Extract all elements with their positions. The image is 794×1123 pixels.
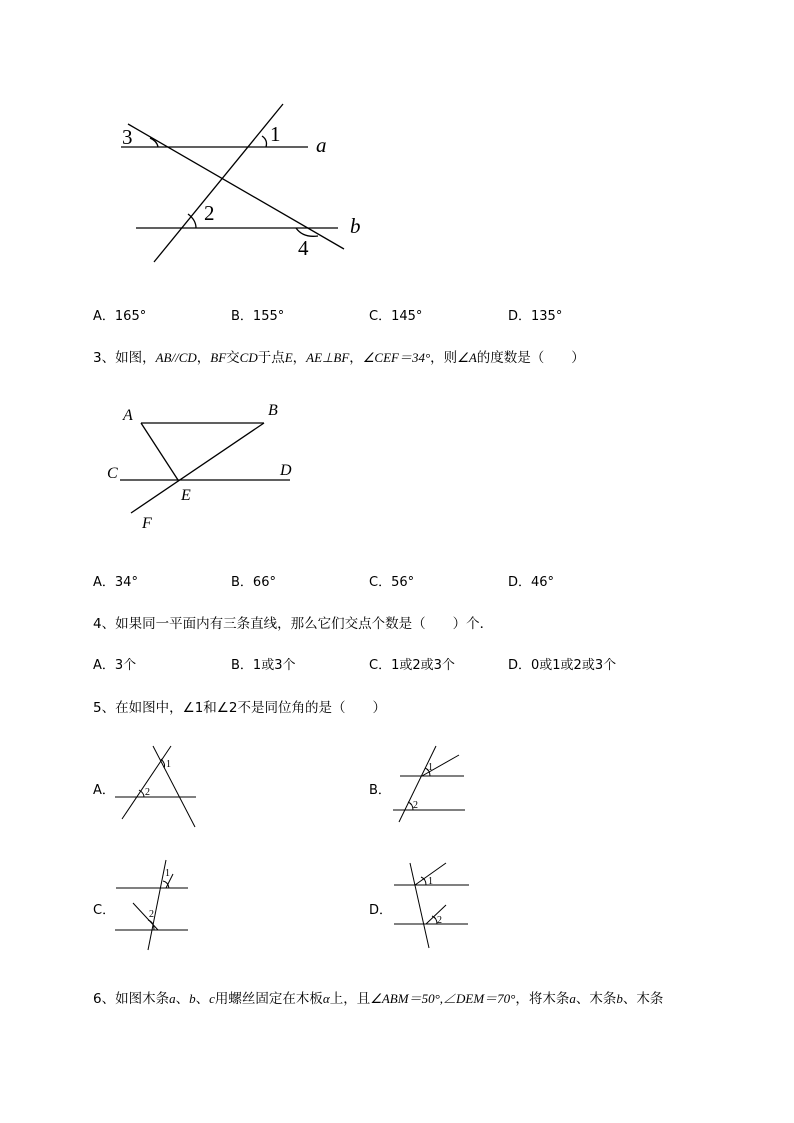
label-e: E bbox=[181, 487, 191, 504]
line-a-label: a bbox=[316, 133, 327, 157]
q5-b-label1: 1 bbox=[428, 762, 433, 773]
label-a: A bbox=[123, 407, 133, 424]
q3-option-c[interactable]: C．56° bbox=[369, 575, 415, 590]
q2-option-b[interactable]: B．155° bbox=[231, 309, 285, 324]
q4-option-b[interactable]: B．1或3个 bbox=[231, 658, 296, 673]
q5-option-c-letter[interactable]: C． bbox=[93, 903, 116, 918]
q3-stem: 3、如图，AB//CD，BF交CD于点E，AE⊥BF，∠CEF＝34°，则∠A的度数是（ ） bbox=[93, 350, 585, 366]
q5-figure-a bbox=[115, 746, 196, 827]
q3-option-d[interactable]: D．46° bbox=[508, 575, 555, 590]
q4-option-c[interactable]: C．1或2或3个 bbox=[369, 658, 455, 673]
q2-option-d[interactable]: D．135° bbox=[508, 309, 563, 324]
q6-stem: 6、如图木条a、b、c用螺丝固定在木板α上，且∠ABM＝50°,∠DEM＝70°，将木条a、木条b、木条 bbox=[93, 991, 664, 1007]
q5-option-d-letter[interactable]: D． bbox=[369, 903, 393, 918]
angle2-label: 2 bbox=[204, 201, 215, 225]
q5-c-label2: 2 bbox=[149, 909, 154, 920]
q4-stem: 4、如果同一平面内有三条直线，那么它们交点个数是（ ）个． bbox=[93, 616, 494, 632]
q2-option-a[interactable]: A．165° bbox=[93, 309, 147, 324]
q4-option-d[interactable]: D．0或1或2或3个 bbox=[508, 658, 617, 673]
label-f: F bbox=[142, 515, 152, 532]
q5-b-label2: 2 bbox=[413, 800, 418, 811]
line-b-label: b bbox=[350, 214, 361, 238]
q5-c-label1: 1 bbox=[165, 868, 170, 879]
label-b: B bbox=[268, 402, 278, 419]
q2-option-c[interactable]: C．145° bbox=[369, 309, 423, 324]
q3-option-a[interactable]: A．34° bbox=[93, 575, 138, 590]
q5-a-label2: 2 bbox=[145, 787, 150, 798]
q5-option-b-letter[interactable]: B． bbox=[369, 783, 391, 798]
q4-option-a[interactable]: A．3个 bbox=[93, 658, 137, 673]
q5-a-label1: 1 bbox=[166, 759, 171, 770]
angle1-label: 1 bbox=[270, 122, 281, 146]
q5-d-label2: 2 bbox=[437, 915, 442, 926]
label-d: D bbox=[280, 462, 292, 479]
q5-figure-c bbox=[115, 860, 188, 950]
angle4-label: 4 bbox=[298, 236, 309, 260]
q5-option-a-letter[interactable]: A． bbox=[93, 783, 115, 798]
label-c: C bbox=[107, 465, 118, 482]
q3-option-b[interactable]: B．66° bbox=[231, 575, 276, 590]
q5-d-label1: 1 bbox=[428, 876, 433, 887]
q5-figure-b bbox=[393, 746, 465, 822]
q5-stem: 5、在如图中，∠1和∠2不是同位角的是（ ） bbox=[93, 700, 386, 716]
angle3-label: 3 bbox=[122, 125, 133, 149]
